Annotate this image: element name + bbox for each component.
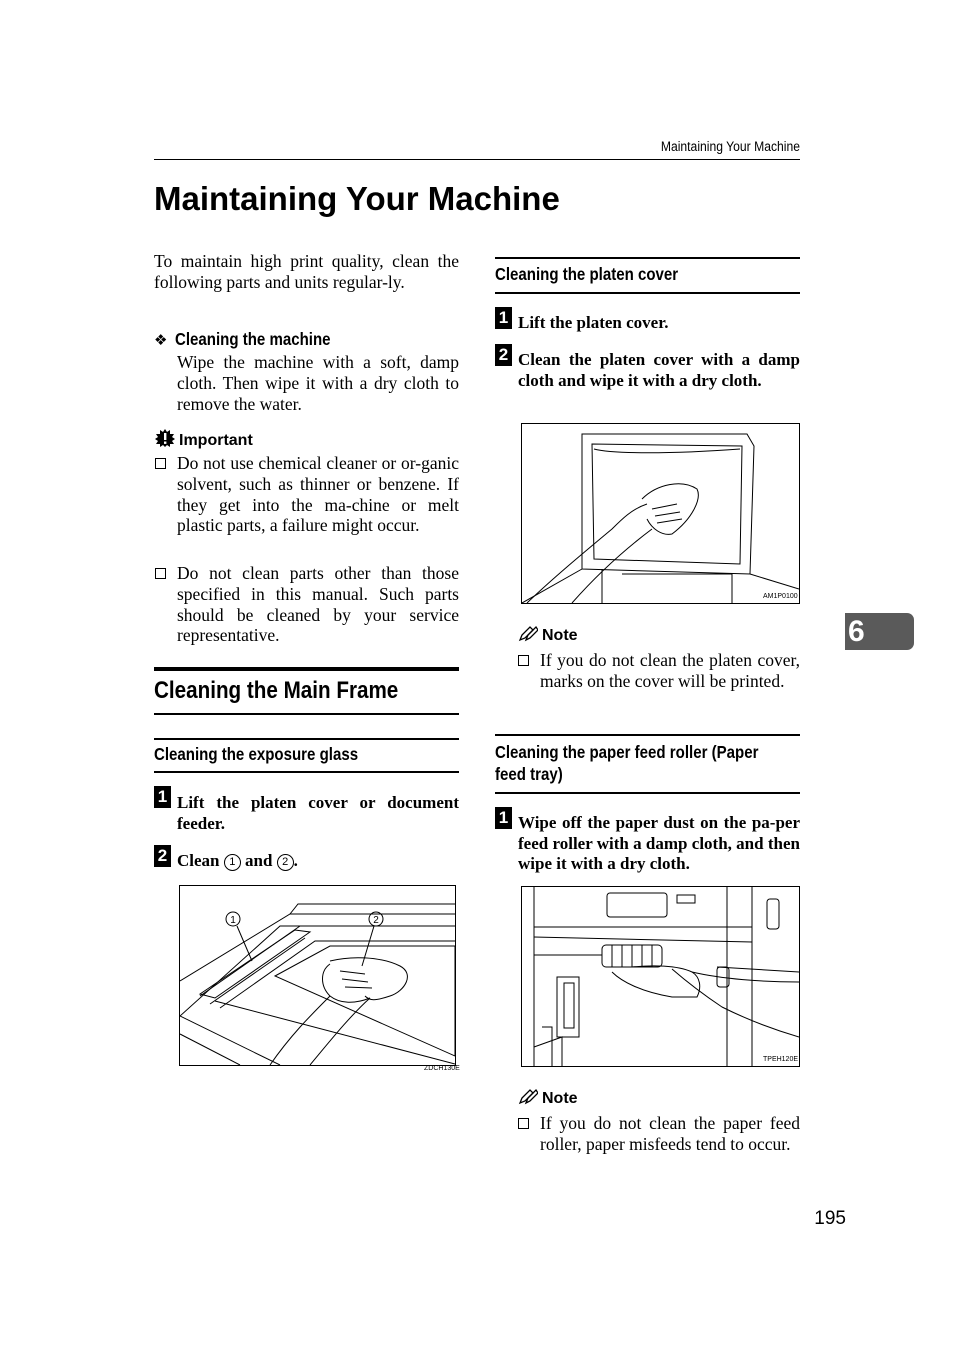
pencil-note-icon	[518, 1089, 538, 1105]
note-heading	[518, 1089, 578, 1108]
paper-feed-heading-line-1: Cleaning the paper feed roller (Paper	[495, 742, 759, 762]
important-icon	[154, 428, 176, 448]
exposure-glass-drawing	[180, 886, 455, 1065]
important-item-1: Do not use chemical cleaner or or-ganic solvent, such as thinner or benzene. If they get into the ma-chine or melt plastic parts, a failure might occur.	[177, 453, 459, 536]
figure-code: TPEH120E	[763, 1056, 799, 1063]
chapter-tab	[845, 613, 914, 650]
callout-2-icon: 2	[277, 854, 294, 871]
platen-cover-drawing	[522, 424, 799, 603]
important-label: Important	[179, 432, 253, 449]
exposure-step-2: Clean 1 and 2 .	[177, 851, 298, 870]
subsection-rule-top	[495, 257, 800, 259]
page-title: Maintaining Your Machine	[154, 180, 560, 217]
checkbox-icon	[155, 458, 166, 469]
platen-cover-heading: Cleaning the platen cover	[495, 264, 679, 284]
section-rule-bottom	[154, 713, 459, 715]
cleaning-machine-label: Cleaning the machine	[175, 329, 332, 349]
step-number-badge: 1	[154, 786, 171, 808]
checkbox-icon	[518, 1118, 529, 1129]
paper-feed-heading-line-2: feed tray)	[495, 764, 563, 784]
subsection-rule-bottom	[154, 771, 459, 773]
chapter-number: 6	[848, 615, 865, 648]
figure-code: ZDCH130E	[424, 1065, 460, 1072]
paper-feed-drawing	[522, 887, 799, 1066]
section-rule-top	[154, 667, 459, 671]
cleaning-machine-text: Wipe the machine with a soft, damp cloth. Then wipe it with a dry cloth to remove the water.	[177, 352, 459, 414]
paper-feed-step-1: Wipe off the paper dust on the pa-per feed roller with a damp cloth, and then wipe it with a dry cloth.	[518, 813, 800, 873]
step-number-badge: 2	[495, 344, 512, 366]
header-rule	[154, 159, 800, 160]
page-number: 195	[814, 1208, 846, 1229]
subsection-rule-bottom	[495, 792, 800, 794]
step-number-badge: 1	[495, 307, 512, 329]
important-item-2: Do not clean parts other than those specified in this manual. Such parts should be cleaned by your service representative.	[177, 563, 459, 646]
exposure-step-1: Lift the platen cover or document feeder.	[177, 793, 459, 833]
platen-step-2: Clean the platen cover with a damp cloth and wipe it with a dry cloth.	[518, 350, 800, 390]
note-heading	[518, 626, 578, 645]
intro-paragraph: To maintain high print quality, clean the following parts and units regular-ly.	[154, 251, 459, 292]
exposure-glass-illustration	[179, 885, 456, 1066]
step-number-badge: 1	[495, 807, 512, 829]
running-header: Maintaining Your Machine	[660, 139, 800, 154]
note-label: Note	[542, 627, 578, 644]
step-number-badge: 2	[154, 845, 171, 867]
paper-feed-note-text: If you do not clean the paper feed roller, paper misfeeds tend to occur.	[540, 1113, 800, 1154]
figure-callout-2: 2	[373, 915, 379, 926]
subsection-rule-bottom	[495, 292, 800, 294]
checkbox-icon	[155, 568, 166, 579]
callout-1-icon: 1	[224, 854, 241, 871]
note-label: Note	[542, 1090, 578, 1107]
subsection-rule-top	[495, 734, 800, 736]
figure-code: AM1P0100	[763, 593, 798, 600]
main-frame-heading: Cleaning the Main Frame	[154, 677, 399, 704]
paper-feed-illustration	[521, 886, 800, 1067]
platen-step-1: Lift the platen cover.	[518, 313, 669, 332]
exposure-glass-heading: Cleaning the exposure glass	[154, 744, 359, 764]
diamond-bullet-icon: ❖	[154, 331, 168, 349]
cleaning-machine-heading	[154, 329, 356, 350]
figure-callout-1: 1	[230, 915, 236, 926]
important-heading	[154, 428, 253, 450]
pencil-note-icon	[518, 626, 538, 642]
platen-note-text: If you do not clean the platen cover, marks on the cover will be printed.	[540, 650, 800, 691]
checkbox-icon	[518, 655, 529, 666]
subsection-rule-top	[154, 738, 459, 740]
platen-cover-illustration	[521, 423, 800, 604]
